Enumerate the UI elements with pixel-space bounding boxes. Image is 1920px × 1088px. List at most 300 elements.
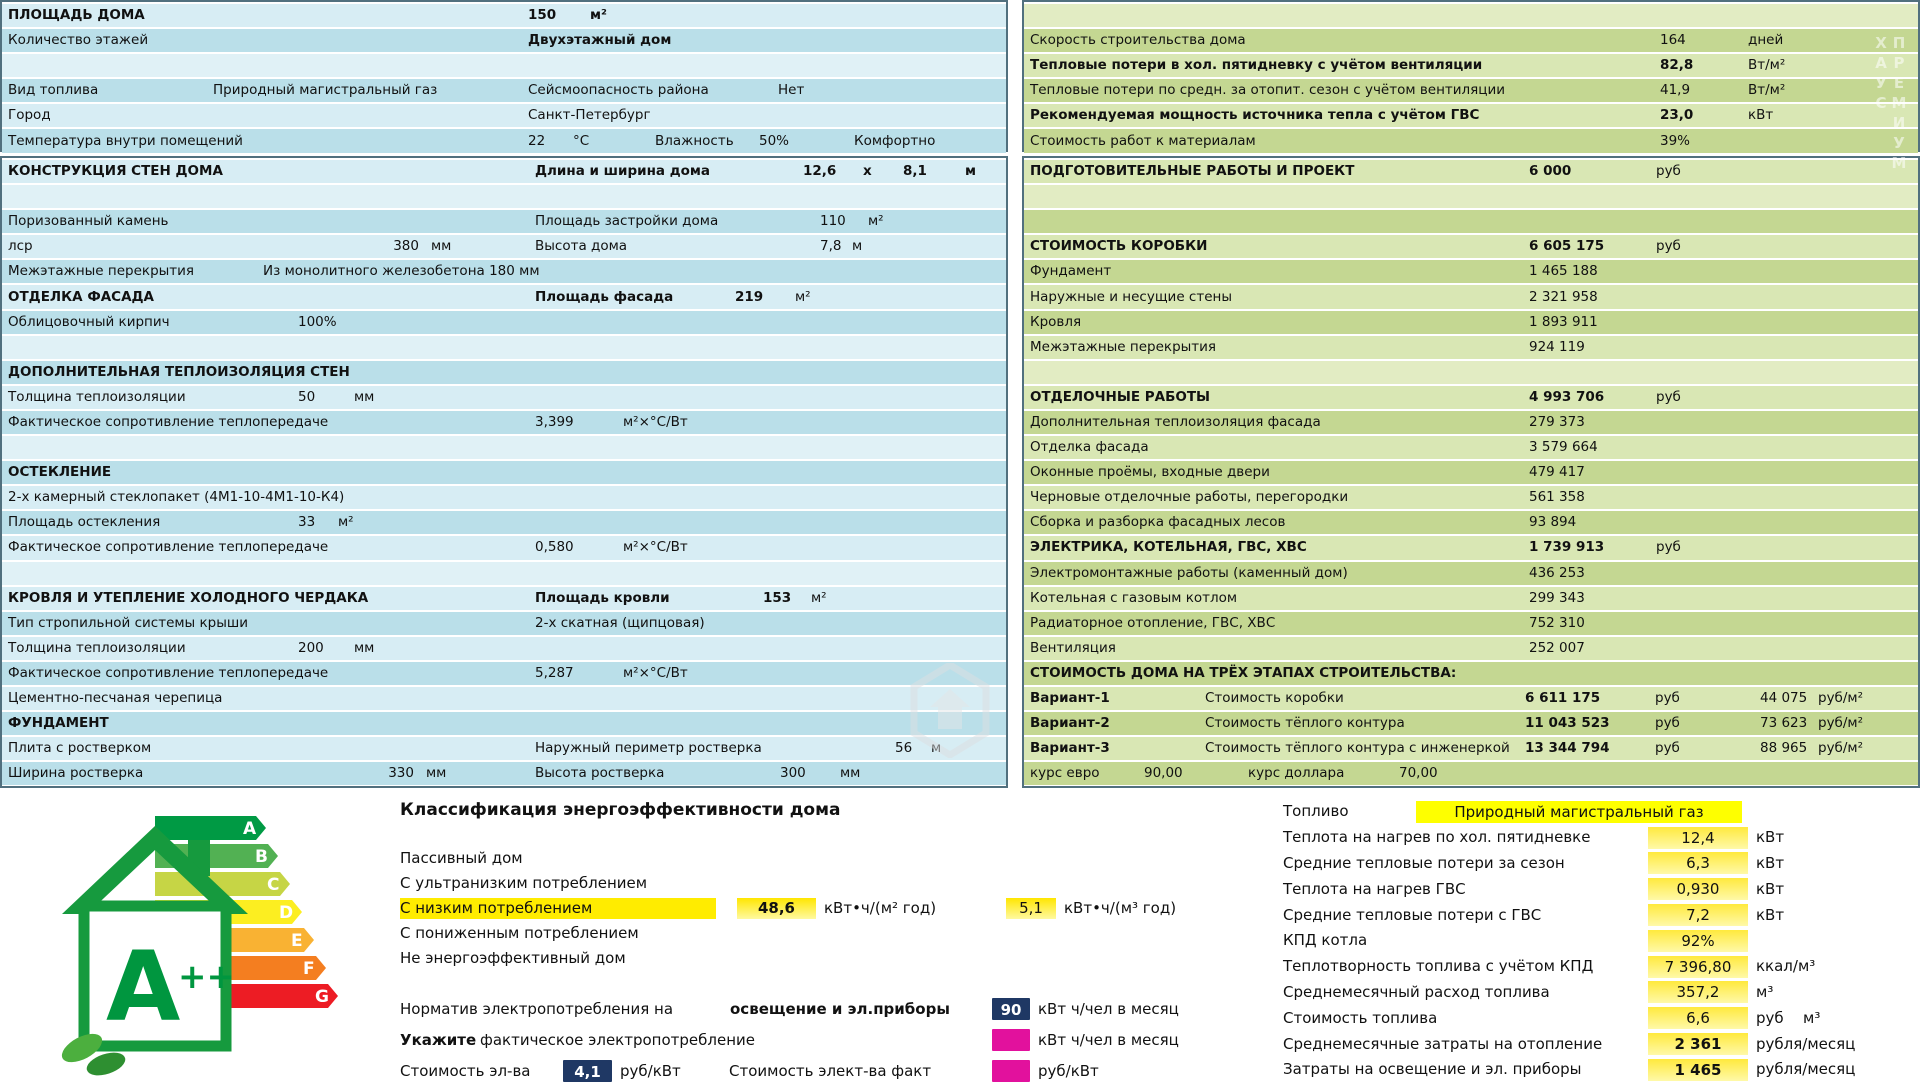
table-row xyxy=(1273,800,1913,824)
table-row xyxy=(400,898,1270,919)
cell-text: 12,4 xyxy=(1648,827,1748,849)
table-row xyxy=(2,486,1006,509)
table-row xyxy=(1024,311,1918,334)
cell-text: Температура внутри помещений xyxy=(8,132,243,149)
cell-text[interactable]: 48,6 xyxy=(737,898,816,919)
svg-text:E: E xyxy=(291,931,303,951)
cell-text: руб xyxy=(1656,539,1681,556)
cell-text: 39% xyxy=(1660,132,1691,149)
table-row xyxy=(2,637,1006,660)
cell-text: Средние тепловые потери за сезон xyxy=(1283,853,1565,872)
cell-text: мм xyxy=(431,238,452,255)
cell-text: 561 358 xyxy=(1529,489,1585,506)
table-row xyxy=(1024,260,1918,283)
cell-text: мм xyxy=(426,765,447,782)
cell-text: руб xyxy=(1656,163,1681,180)
cell-text: 0,930 xyxy=(1648,878,1748,900)
cell-text[interactable]: 92% xyxy=(1648,930,1748,952)
cell-text[interactable]: 200 xyxy=(298,639,324,656)
cell-text: Рекомендуемая мощность источника тепла с учётом ГВС xyxy=(1030,107,1480,124)
cell-text[interactable]: 2-х скатная (щипцовая) xyxy=(535,614,705,631)
cell-text: 73 623 xyxy=(1760,715,1808,732)
cell-text: 82,8 xyxy=(1660,57,1694,74)
cell-text[interactable]: 90,00 xyxy=(1144,765,1183,782)
energy-classification-title: Классификация энергоэффективности дома xyxy=(400,800,841,820)
section-header-label: ЭЛЕКТРИКА, КОТЕЛЬНАЯ, ГВС, ХВС xyxy=(1030,539,1307,556)
cell-text[interactable]: 330 xyxy=(388,765,414,782)
fuel-rows xyxy=(1273,798,1913,1082)
table-row xyxy=(2,511,1006,534)
cell-text: м²×°С/Вт xyxy=(623,413,688,430)
cell-text[interactable]: Санкт-Петербург xyxy=(528,107,651,124)
cell-text: Оконные проёмы, входные двери xyxy=(1030,464,1270,481)
cell-text: Вт/м² xyxy=(1748,57,1786,74)
cell-text: Среднемесячный расход топлива xyxy=(1283,982,1550,1001)
cell-text: м² xyxy=(868,213,884,230)
cell-text: кВт xyxy=(1756,853,1785,872)
cell-text[interactable]: 8,1 xyxy=(903,163,927,180)
cell-text: Фактическое сопротивление теплопередаче xyxy=(8,664,329,681)
cell-text: мм xyxy=(840,765,861,782)
cell-text: Сборка и разборка фасадных лесов xyxy=(1030,514,1286,531)
cell-text[interactable]: Двухэтажный дом xyxy=(528,32,672,49)
cell-text: 3 579 664 xyxy=(1529,439,1598,456)
cell-text: Затраты на освещение и эл. приборы xyxy=(1283,1060,1582,1079)
cell-text: м²×°С/Вт xyxy=(623,539,688,556)
cell-text: Количество этажей xyxy=(8,32,149,49)
cell-text[interactable]: 50% xyxy=(759,132,790,149)
cell-text: 7,8 xyxy=(820,238,842,255)
svg-text:C: C xyxy=(267,875,280,895)
cell-text: Радиаторное отопление, ГВС, ХВС xyxy=(1030,614,1276,631)
table-row xyxy=(1024,160,1918,183)
cell-text[interactable]: 150 xyxy=(528,7,557,24)
table-row xyxy=(2,536,1006,559)
cell-text: Тепловые потери по средн. за отопит. сезон с учётом вентиляции xyxy=(1030,82,1506,99)
table-row xyxy=(400,1028,1270,1052)
cell-text: фактическое электропотребление xyxy=(480,1031,756,1049)
cell-text: 7,2 xyxy=(1648,904,1748,926)
cell-text: руб xyxy=(1655,715,1680,732)
table-row xyxy=(1024,185,1918,208)
table-row xyxy=(2,160,1006,183)
table-row xyxy=(2,185,1006,208)
cell-text: Стоимость элект-ва факт xyxy=(729,1062,932,1080)
cell-text: Стоимость эл-ва xyxy=(400,1062,531,1080)
cell-text: курс евро xyxy=(1030,765,1100,782)
cell-text: руб xyxy=(1655,690,1680,707)
table-row xyxy=(400,848,1270,869)
cell-text: 13 344 794 xyxy=(1525,740,1610,757)
cell-text: кВт ч/чел в месяц xyxy=(1038,1000,1179,1018)
table-row xyxy=(2,411,1006,434)
table-row xyxy=(2,336,1006,359)
cell-text: Вт/м² xyxy=(1748,82,1786,99)
table-row xyxy=(2,210,1006,233)
table-row xyxy=(1273,955,1913,979)
cell-text: Вентиляция xyxy=(1030,639,1116,656)
cell-text: освещение и эл.приборы xyxy=(730,1000,950,1018)
cell-text: м² xyxy=(811,589,827,606)
section-header-label: ФУНДАМЕНТ xyxy=(8,715,109,732)
cell-text: руб xyxy=(1655,740,1680,757)
cell-text: руб/м² xyxy=(1818,690,1864,707)
cost-breakdown-rows xyxy=(1024,158,1918,785)
table-row xyxy=(2,461,1006,484)
table-row xyxy=(2,436,1006,459)
table-row xyxy=(400,997,1270,1021)
table-row xyxy=(1273,981,1913,1005)
cell-text: Дополнительная теплоизоляция фасада xyxy=(1030,413,1321,430)
table-row xyxy=(1024,235,1918,258)
cell-text: Фундамент xyxy=(1030,263,1112,280)
cell-text[interactable]: 2-х камерный стеклопакет (4М1-10-4М1-10-К4) xyxy=(8,489,345,506)
cell-text: Фактическое сопротивление теплопередаче xyxy=(8,539,329,556)
construction-details-rows xyxy=(2,158,1006,785)
table-row xyxy=(1273,903,1913,927)
cell-text[interactable]: 50 xyxy=(298,388,316,405)
cell-text: м xyxy=(965,163,977,180)
house-logo-watermark xyxy=(910,663,990,758)
svg-text:A: A xyxy=(243,819,257,839)
cell-text[interactable]: 6,6 xyxy=(1648,1007,1748,1029)
svg-text:D: D xyxy=(279,903,294,923)
cell-text: 479 417 xyxy=(1529,464,1585,481)
cell-text: 5,287 xyxy=(535,664,574,681)
cell-text: руб/м² xyxy=(1818,715,1864,732)
table-row xyxy=(2,129,1006,152)
cell-text: 436 253 xyxy=(1529,564,1585,581)
cell-text: 33 xyxy=(298,514,316,531)
cell-text[interactable]: Нет xyxy=(778,82,805,99)
cell-text: Комфортно xyxy=(854,132,936,149)
cell-text: Электромонтажные работы (каменный дом) xyxy=(1030,564,1348,581)
cell-text: руб xyxy=(1756,1008,1784,1027)
cell-text: Площадь остекления xyxy=(8,514,161,531)
cell-text: Средние тепловые потери с ГВС xyxy=(1283,905,1542,924)
svg-text:G: G xyxy=(315,987,329,1007)
cell-text: Скорость строительства дома xyxy=(1030,32,1246,49)
cell-text: 2 361 xyxy=(1648,1033,1748,1055)
table-row xyxy=(1024,361,1918,384)
cell-text: ПЛОЩАДЬ ДОМА xyxy=(8,7,145,24)
cell-text: 93 894 xyxy=(1529,514,1577,531)
cell-text: кВт xyxy=(1748,107,1774,124)
table-row xyxy=(1273,877,1913,901)
cell-text: 924 119 xyxy=(1529,338,1585,355)
cell-text: 279 373 xyxy=(1529,413,1585,430)
cell-text: С пониженным потреблением xyxy=(400,924,639,942)
section-header-label: ПОДГОТОВИТЕЛЬНЫЕ РАБОТЫ И ПРОЕКТ xyxy=(1030,163,1355,180)
table-row xyxy=(1024,536,1918,559)
input-cell[interactable] xyxy=(992,1060,1030,1082)
section-header-label: ОТДЕЛОЧНЫЕ РАБОТЫ xyxy=(1030,388,1211,405)
table-row xyxy=(1024,612,1918,635)
cell-text: м xyxy=(931,740,942,757)
svg-text:++: ++ xyxy=(178,957,235,997)
table-row xyxy=(1273,929,1913,953)
table-row xyxy=(1024,411,1918,434)
table-row xyxy=(1024,79,1918,102)
cell-text: Площадь фасада xyxy=(535,288,674,305)
table-row xyxy=(1024,386,1918,409)
cell-text: Ширина ростверка xyxy=(8,765,144,782)
cell-text: м²×°С/Вт xyxy=(623,664,688,681)
cell-text: 153 xyxy=(763,589,792,606)
cell-text: Площадь застройки дома xyxy=(535,213,719,230)
cell-text: лср xyxy=(8,238,33,255)
table-row xyxy=(1024,762,1918,785)
table-row xyxy=(1024,562,1918,585)
table-row xyxy=(1024,486,1918,509)
table-row xyxy=(400,923,1270,944)
table-row xyxy=(1024,737,1918,760)
table-row xyxy=(2,612,1006,635)
table-row xyxy=(1024,129,1918,152)
table-row xyxy=(400,948,1270,969)
house-parameters-rows xyxy=(2,2,1006,153)
table-row xyxy=(1024,587,1918,610)
cell-text: Топливо xyxy=(1283,802,1349,821)
cell-text: Вариант-2 xyxy=(1030,715,1110,732)
cell-text: м² xyxy=(795,288,811,305)
fuel-heating-section xyxy=(1273,798,1913,1082)
cell-text: Теплота на нагрев ГВС xyxy=(1283,879,1466,898)
table-row xyxy=(2,235,1006,258)
input-cell[interactable] xyxy=(992,1029,1030,1051)
cell-text: Облицовочный кирпич xyxy=(8,313,170,330)
section-header-label: ОТДЕЛКА ФАСАДА xyxy=(8,288,154,305)
table-row xyxy=(1273,1058,1913,1082)
cell-text: Теплота на нагрев по хол. пятидневке xyxy=(1283,828,1591,847)
cell-text[interactable]: 300 xyxy=(780,765,806,782)
table-row xyxy=(1024,436,1918,459)
svg-text:A: A xyxy=(106,931,181,1043)
cell-text[interactable]: 100% xyxy=(298,313,337,330)
cell-text: Стоимость тёплого контура xyxy=(1205,715,1405,732)
cell-text[interactable]: 380 xyxy=(393,238,419,255)
cell-text: С ультранизким потреблением xyxy=(400,874,648,892)
cell-text: Межэтажные перекрытия xyxy=(8,263,195,280)
cell-text: ккал/м³ xyxy=(1756,957,1816,976)
table-row xyxy=(1024,687,1918,710)
cell-text: Наружные и несущие стены xyxy=(1030,288,1232,305)
table-row xyxy=(1273,852,1913,876)
cell-text: Фактическое сопротивление теплопередаче xyxy=(8,413,329,430)
cell-text[interactable]: 5,1 xyxy=(1006,898,1056,919)
cell-text[interactable]: 90 xyxy=(992,998,1030,1020)
table-row xyxy=(1024,29,1918,52)
cell-text: 1 739 913 xyxy=(1529,539,1605,556)
cell-text: м² xyxy=(590,7,607,24)
cell-text[interactable]: Поризованный камень xyxy=(8,213,169,230)
cell-text: 88 965 xyxy=(1760,740,1808,757)
table-row xyxy=(2,587,1006,610)
house-parameters-panel xyxy=(0,0,1008,152)
cell-text: Межэтажные перекрытия xyxy=(1030,338,1217,355)
section-header-label: КОНСТРУКЦИЯ СТЕН ДОМА xyxy=(8,163,223,180)
cell-text: кВт•ч/(м² год) xyxy=(824,899,937,917)
cell-text: рубля/месяц xyxy=(1756,1034,1856,1053)
cell-text: 752 310 xyxy=(1529,614,1585,631)
cell-text: мм xyxy=(354,388,375,405)
cell-text: 110 xyxy=(820,213,846,230)
cell-text: 1 465 188 xyxy=(1529,263,1598,280)
cell-text: кВт xyxy=(1756,905,1785,924)
cell-text: Норматив электропотребления на xyxy=(400,1000,674,1018)
table-row xyxy=(1273,1032,1913,1056)
cell-text: Длина и ширина дома xyxy=(535,163,711,180)
energy-rating-graphic xyxy=(60,810,360,1078)
table-row xyxy=(2,562,1006,585)
cell-text: Вариант-1 xyxy=(1030,690,1110,707)
table-row xyxy=(2,285,1006,308)
summary-metrics-rows xyxy=(1024,2,1918,153)
cell-text: Тепловые потери в хол. пятидневку с учётом вентиляции xyxy=(1030,57,1483,74)
table-row xyxy=(2,361,1006,384)
cell-text[interactable]: Из монолитного железобетона 180 мм xyxy=(263,263,540,280)
premium-house-watermark: ПРЕМИУМ ХАУС xyxy=(1872,34,1908,174)
cell-text: Тип стропильной системы крыши xyxy=(8,614,249,631)
table-row xyxy=(2,712,1006,735)
cell-text: °С xyxy=(573,132,590,149)
cell-text: Пассивный дом xyxy=(400,849,523,867)
cell-text: Среднемесячные затраты на отопление xyxy=(1283,1034,1603,1053)
cell-text: Укажите xyxy=(400,1031,477,1049)
cell-text: 41,9 xyxy=(1660,82,1691,99)
cell-text: 44 075 xyxy=(1760,690,1808,707)
cell-text: Сейсмоопасность района xyxy=(528,82,709,99)
table-row xyxy=(2,54,1006,77)
cell-text: Высота ростверка xyxy=(535,765,665,782)
cell-text: Стоимость тёплого контура с инженеркой xyxy=(1205,740,1510,757)
electricity-norm-rows xyxy=(400,995,1270,1088)
table-row xyxy=(1024,712,1918,735)
cell-text: х xyxy=(863,163,872,180)
section-header-label: СТОИМОСТЬ КОРОБКИ xyxy=(1030,238,1208,255)
svg-text:B: B xyxy=(255,847,268,867)
cell-text: 11 043 523 xyxy=(1525,715,1610,732)
cell-text: Стоимость топлива xyxy=(1283,1008,1438,1027)
table-row xyxy=(1024,511,1918,534)
cell-text: 357,2 xyxy=(1648,981,1748,1003)
section-header-label: КРОВЛЯ И УТЕПЛЕНИЕ ХОЛОДНОГО ЧЕРДАКА xyxy=(8,589,369,606)
cell-text: Вариант-3 xyxy=(1030,740,1110,757)
construction-details-panel xyxy=(0,156,1008,788)
section-header-label: ОСТЕКЛЕНИЕ xyxy=(8,464,112,481)
cell-text: 6,3 xyxy=(1648,852,1748,874)
cell-text: м² xyxy=(338,514,354,531)
cell-text: 6 605 175 xyxy=(1529,238,1605,255)
table-row xyxy=(2,4,1006,27)
cell-text: рубля/месяц xyxy=(1756,1060,1856,1079)
cell-text: 23,0 xyxy=(1660,107,1694,124)
cell-text: 1 893 911 xyxy=(1529,313,1598,330)
cell-text: Толщина теплоизоляции xyxy=(8,388,186,405)
cell-text: Наружный периметр ростверка xyxy=(535,740,762,757)
energy-classification-section xyxy=(400,800,1270,1088)
cell-text: 252 007 xyxy=(1529,639,1585,656)
cell-text[interactable]: 22 xyxy=(528,132,546,149)
table-row xyxy=(2,29,1006,52)
cell-text: Кровля xyxy=(1030,313,1082,330)
table-row xyxy=(1024,4,1918,27)
cell-text: 6 000 xyxy=(1529,163,1572,180)
section-header-label: СТОИМОСТЬ ДОМА НА ТРЁХ ЭТАПАХ СТРОИТЕЛЬСТВА: xyxy=(1030,664,1457,681)
cell-text: 219 xyxy=(735,288,764,305)
cost-breakdown-panel xyxy=(1022,156,1920,788)
cell-text: Площадь кровли xyxy=(535,589,670,606)
cell-text: Не энергоэффективный дом xyxy=(400,949,626,967)
cell-text[interactable]: С низким потреблением xyxy=(400,898,716,919)
cell-text: кВт xyxy=(1756,828,1785,847)
cell-text[interactable]: Цементно-песчаная черепица xyxy=(8,690,223,707)
table-row xyxy=(1273,1006,1913,1030)
cell-text[interactable]: Плита с ростверком xyxy=(8,740,152,757)
svg-text:F: F xyxy=(303,959,315,979)
table-row xyxy=(400,1059,1270,1083)
table-row xyxy=(1024,662,1918,685)
cell-text: мм xyxy=(354,639,375,656)
section-header-label: ДОПОЛНИТЕЛЬНАЯ ТЕПЛОИЗОЛЯЦИЯ СТЕН xyxy=(8,363,350,380)
cell-text: м³ xyxy=(1756,982,1774,1001)
cell-text: м³ xyxy=(1803,1008,1821,1027)
cell-text: Теплотворность топлива с учётом КПД xyxy=(1283,957,1594,976)
cell-text: Отделка фасада xyxy=(1030,439,1149,456)
cell-text[interactable]: Природный магистральный газ xyxy=(1416,801,1742,823)
table-row xyxy=(1024,336,1918,359)
table-row xyxy=(1024,210,1918,233)
cell-text: 56 xyxy=(895,740,913,757)
cell-text: 164 xyxy=(1660,32,1686,49)
table-row xyxy=(2,687,1006,710)
cell-text: кВт xyxy=(1756,879,1785,898)
cell-text[interactable]: 12,6 xyxy=(803,163,837,180)
cell-text[interactable]: 70,00 xyxy=(1399,765,1438,782)
cell-text[interactable]: Природный магистральный газ xyxy=(213,82,438,99)
table-row xyxy=(2,260,1006,283)
table-row xyxy=(2,79,1006,102)
table-row xyxy=(400,873,1270,894)
cell-text: руб/кВт xyxy=(1038,1062,1099,1080)
table-row xyxy=(2,386,1006,409)
cell-text: м xyxy=(852,238,863,255)
table-row xyxy=(2,737,1006,760)
table-row xyxy=(1273,826,1913,850)
table-row xyxy=(1024,54,1918,77)
cell-text: 299 343 xyxy=(1529,589,1585,606)
table-row xyxy=(1024,461,1918,484)
cell-text: Вид топлива xyxy=(8,82,99,99)
cell-text: дней xyxy=(1748,32,1784,49)
cell-text: Высота дома xyxy=(535,238,628,255)
table-row xyxy=(2,311,1006,334)
energy-class-list xyxy=(400,846,1270,971)
table-row xyxy=(2,762,1006,785)
cell-text[interactable]: 4,1 xyxy=(563,1060,612,1082)
cell-text: руб xyxy=(1656,238,1681,255)
cell-text: руб/м² xyxy=(1818,740,1864,757)
cell-text: Влажность xyxy=(655,132,734,149)
cell-text: 6 611 175 xyxy=(1525,690,1601,707)
cell-text: 0,580 xyxy=(535,539,574,556)
cell-text: 3,399 xyxy=(535,413,574,430)
cell-text: кВт•ч/(м³ год) xyxy=(1064,899,1177,917)
cell-text: Стоимость работ к материалам xyxy=(1030,132,1256,149)
table-row xyxy=(1024,637,1918,660)
cell-text: кВт ч/чел в месяц xyxy=(1038,1031,1179,1049)
cell-text: Стоимость коробки xyxy=(1205,690,1344,707)
